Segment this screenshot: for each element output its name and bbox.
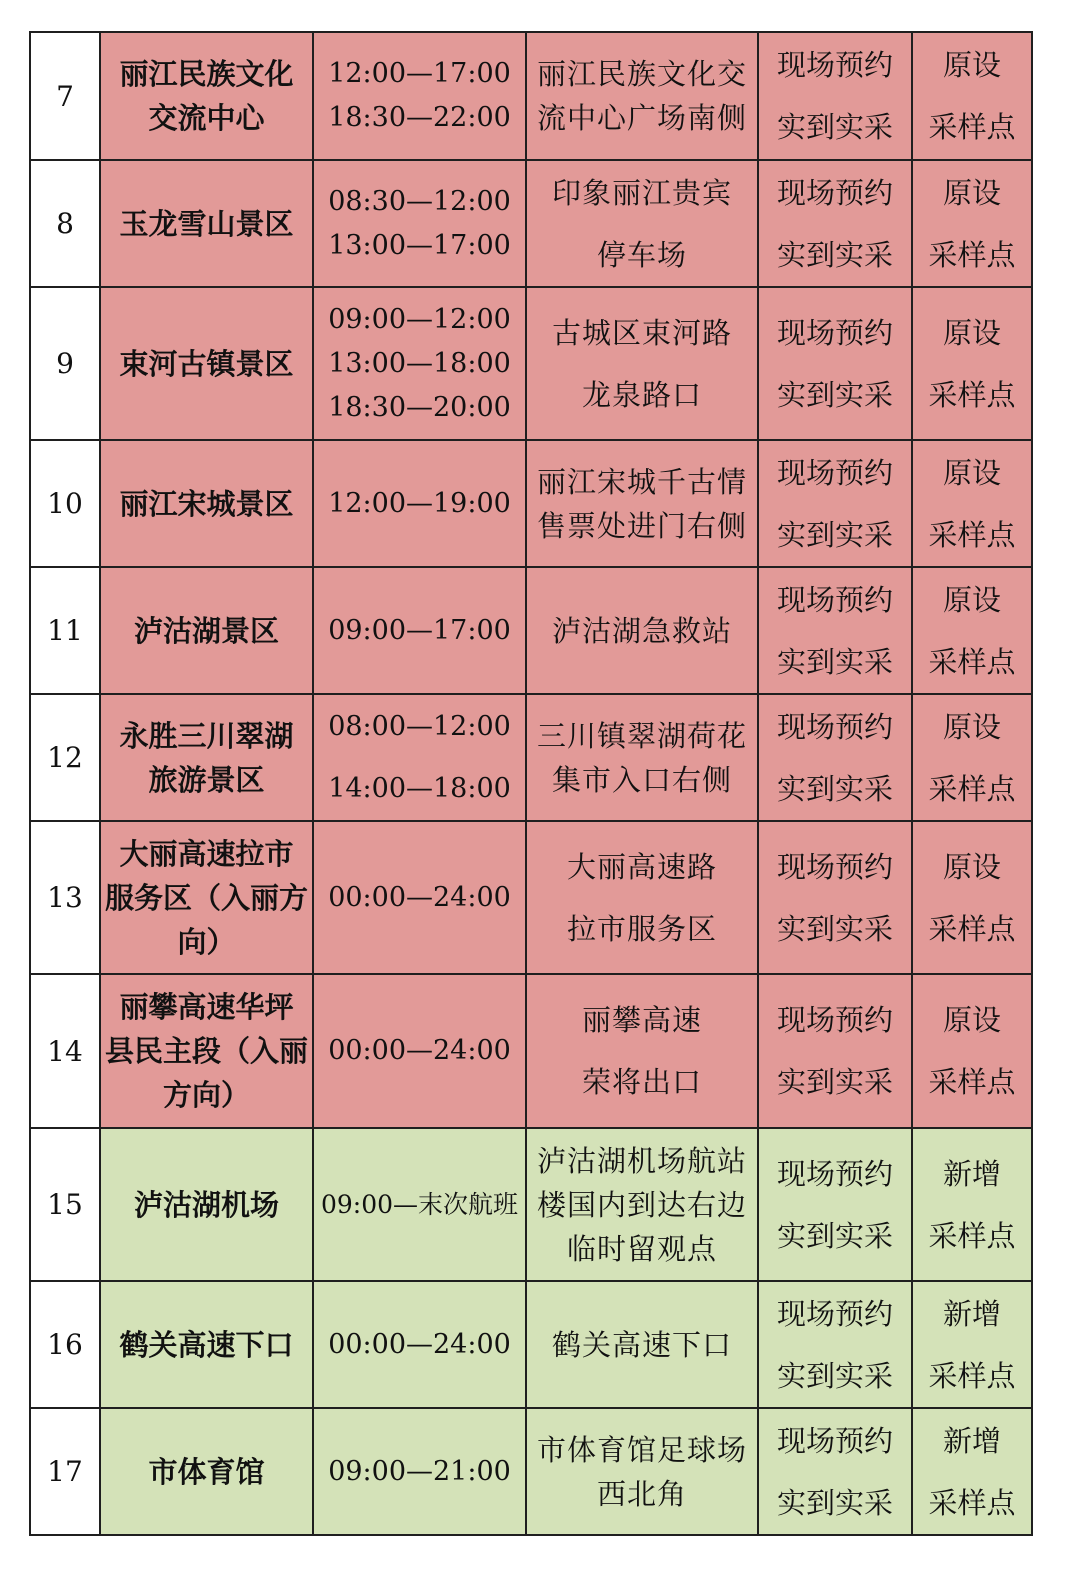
site-location: 泸沽湖急救站: [526, 567, 758, 694]
row-number: 15: [30, 1128, 100, 1281]
service-hours: 12:00—17:00 18:30—22:00: [313, 32, 526, 160]
site-name: 泸沽湖机场: [100, 1128, 313, 1281]
table-row: [30, 287, 1032, 440]
table-row: [30, 974, 1032, 1128]
site-location: 丽江宋城千古情 售票处进门右侧: [526, 440, 758, 567]
table-row: [30, 160, 1032, 287]
site-location: 古城区束河路 龙泉路口: [526, 287, 758, 440]
sampling-mode: 现场预约 实到实采: [758, 694, 912, 821]
service-hours: 09:00—末次航班: [313, 1128, 526, 1281]
sampling-mode: 现场预约 实到实采: [758, 32, 912, 160]
site-name: 丽攀高速华坪 县民主段（入丽 方向）: [100, 974, 313, 1128]
sampling-mode: 现场预约 实到实采: [758, 287, 912, 440]
site-name: 玉龙雪山景区: [100, 160, 313, 287]
sampling-mode: 现场预约 实到实采: [758, 160, 912, 287]
table-row: [30, 1408, 1032, 1535]
service-hours: 08:30—12:00 13:00—17:00: [313, 160, 526, 287]
service-hours: 12:00—19:00: [313, 440, 526, 567]
row-number: 11: [30, 567, 100, 694]
row-number: 9: [30, 287, 100, 440]
row-number: 8: [30, 160, 100, 287]
sampling-mode: 现场预约 实到实采: [758, 1281, 912, 1408]
site-type: 原设 采样点: [912, 567, 1032, 694]
row-number: 17: [30, 1408, 100, 1535]
site-location: 丽攀高速 荣将出口: [526, 974, 758, 1128]
sampling-sites-table: [29, 31, 1033, 1536]
site-location: 印象丽江贵宾 停车场: [526, 160, 758, 287]
site-type: 原设 采样点: [912, 160, 1032, 287]
site-type: 新增 采样点: [912, 1408, 1032, 1535]
table-row: [30, 821, 1032, 974]
site-name: 丽江民族文化 交流中心: [100, 32, 313, 160]
service-hours: 09:00—21:00: [313, 1408, 526, 1535]
site-name: 市体育馆: [100, 1408, 313, 1535]
table-row: [30, 1128, 1032, 1281]
service-hours: 00:00—24:00: [313, 974, 526, 1128]
row-number: 12: [30, 694, 100, 821]
site-name: 束河古镇景区: [100, 287, 313, 440]
row-number: 7: [30, 32, 100, 160]
site-type: 原设 采样点: [912, 32, 1032, 160]
site-type: 原设 采样点: [912, 440, 1032, 567]
site-name: 大丽高速拉市 服务区（入丽方 向）: [100, 821, 313, 974]
row-number: 13: [30, 821, 100, 974]
site-type: 原设 采样点: [912, 974, 1032, 1128]
site-name: 丽江宋城景区: [100, 440, 313, 567]
row-number: 10: [30, 440, 100, 567]
table-row: [30, 1281, 1032, 1408]
site-location: 大丽高速路 拉市服务区: [526, 821, 758, 974]
sampling-mode: 现场预约 实到实采: [758, 821, 912, 974]
sampling-mode: 现场预约 实到实采: [758, 974, 912, 1128]
sampling-mode: 现场预约 实到实采: [758, 440, 912, 567]
site-type: 新增 采样点: [912, 1281, 1032, 1408]
service-hours: 09:00—12:00 13:00—18:00 18:30—20:00: [313, 287, 526, 440]
table-row: [30, 32, 1032, 160]
table-row: [30, 440, 1032, 567]
table-row: [30, 567, 1032, 694]
site-name: 鹤关高速下口: [100, 1281, 313, 1408]
service-hours: 00:00—24:00: [313, 821, 526, 974]
service-hours: 00:00—24:00: [313, 1281, 526, 1408]
site-name: 永胜三川翠湖 旅游景区: [100, 694, 313, 821]
site-type: 原设 采样点: [912, 821, 1032, 974]
service-hours: 08:00—12:00 14:00—18:00: [313, 694, 526, 821]
sampling-mode: 现场预约 实到实采: [758, 567, 912, 694]
row-number: 16: [30, 1281, 100, 1408]
table-row: [30, 694, 1032, 821]
site-type: 原设 采样点: [912, 694, 1032, 821]
site-location: 鹤关高速下口: [526, 1281, 758, 1408]
site-type: 原设 采样点: [912, 287, 1032, 440]
site-type: 新增 采样点: [912, 1128, 1032, 1281]
site-location: 市体育馆足球场 西北角: [526, 1408, 758, 1535]
site-location: 三川镇翠湖荷花 集市入口右侧: [526, 694, 758, 821]
site-location: 丽江民族文化交 流中心广场南侧: [526, 32, 758, 160]
sampling-mode: 现场预约 实到实采: [758, 1408, 912, 1535]
row-number: 14: [30, 974, 100, 1128]
service-hours: 09:00—17:00: [313, 567, 526, 694]
sampling-mode: 现场预约 实到实采: [758, 1128, 912, 1281]
site-name: 泸沽湖景区: [100, 567, 313, 694]
site-location: 泸沽湖机场航站 楼国内到达右边 临时留观点: [526, 1128, 758, 1281]
